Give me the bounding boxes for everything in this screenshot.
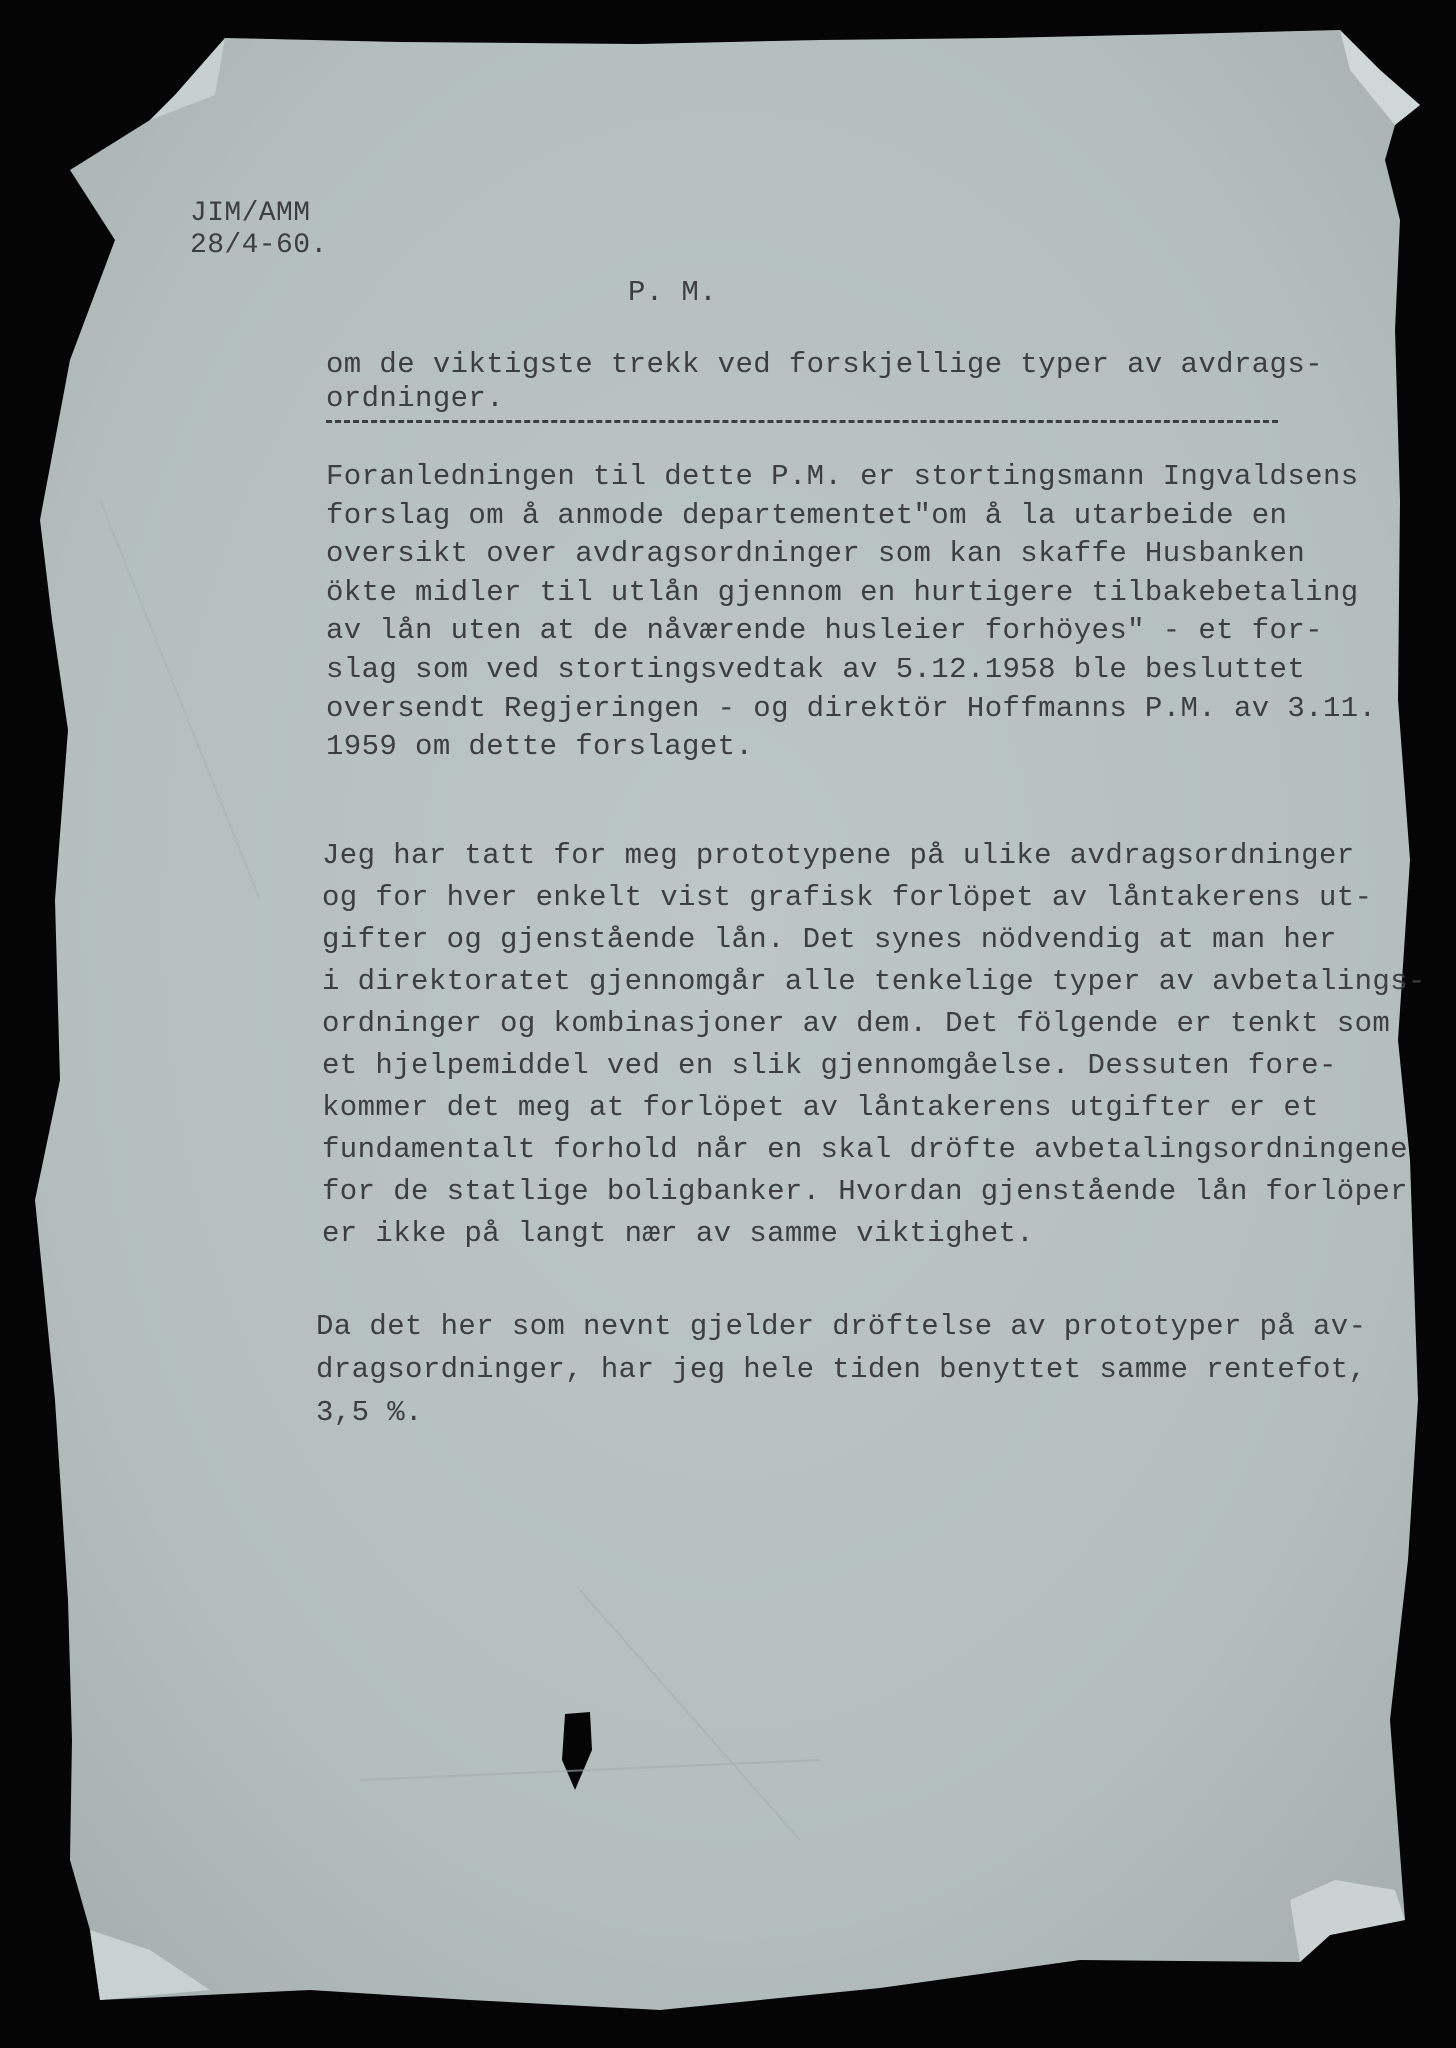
text-line: ökte midler til utlån gjennom en hurtigere tilbakebetaling — [326, 575, 1359, 609]
text-line: dragsordninger, har jeg hele tiden benyttet samme rentefot, — [316, 1353, 1367, 1386]
text-line: er ikke på langt nær av samme viktighet. — [322, 1217, 1035, 1250]
text-line: 3,5 %. — [316, 1396, 423, 1429]
reference-code — [190, 198, 328, 262]
subject-text — [326, 348, 1323, 416]
date-line: 28/4-60. — [190, 230, 328, 261]
text-line: kommer det meg at forlöpet av låntakerens utgifter er et — [322, 1091, 1319, 1124]
text-line: for de statlige boligbanker. Hvordan gjenstående lån forlöper — [322, 1175, 1408, 1208]
text-line: Foranledningen til dette P.M. er stortingsmann Ingvaldsens — [326, 460, 1359, 493]
text-line: av lån uten at de nåværende husleier forhöyes" - et for- — [326, 614, 1323, 648]
text-line: fundamentalt forhold når en skal dröfte avbetalingsordningene — [322, 1133, 1408, 1166]
document-heading: P. M. — [628, 276, 718, 309]
paragraph-2 — [322, 835, 1426, 1255]
text-line: oversikt over avdragsordninger som kan skaffe Husbanken — [326, 537, 1306, 571]
text-line: et hjelpemiddel ved en slik gjennomgåelse. Dessuten fore- — [322, 1049, 1337, 1082]
dashed-underline — [326, 420, 1278, 423]
subject-line: om de viktigste trekk ved forskjellige typer av avdrags- — [326, 348, 1323, 381]
text-line: i direktoratet gjennomgår alle tenkelige typer av avbetalings- — [322, 965, 1426, 998]
text-line: gifter og gjenstående lån. Det synes nödvendig at man her — [322, 923, 1337, 956]
subject-line: ordninger. — [326, 382, 505, 415]
text-line: oversendt Regjeringen - og direktör Hoffmanns P.M. av 3.11. — [326, 691, 1377, 725]
text-line: og for hver enkelt vist grafisk forlöpet av låntakerens ut- — [322, 881, 1373, 914]
text-line: forslag om å anmode departementet"om å la utarbeide en — [326, 498, 1288, 532]
text-line: ordninger og kombinasjoner av dem. Det fölgende er tenkt som — [322, 1007, 1391, 1040]
text-line: 1959 om dette forslaget. — [326, 730, 754, 764]
paragraph-3 — [316, 1305, 1366, 1434]
text-line: Da det her som nevnt gjelder dröftelse av prototyper på av- — [316, 1310, 1367, 1343]
paragraph-1 — [326, 458, 1376, 767]
text-line: slag som ved stortingsvedtak av 5.12.1958 ble besluttet — [326, 652, 1306, 686]
reference-line: JIM/AMM — [190, 198, 311, 229]
text-line: Jeg har tatt for meg prototypene på ulike avdragsordninger — [322, 839, 1355, 872]
